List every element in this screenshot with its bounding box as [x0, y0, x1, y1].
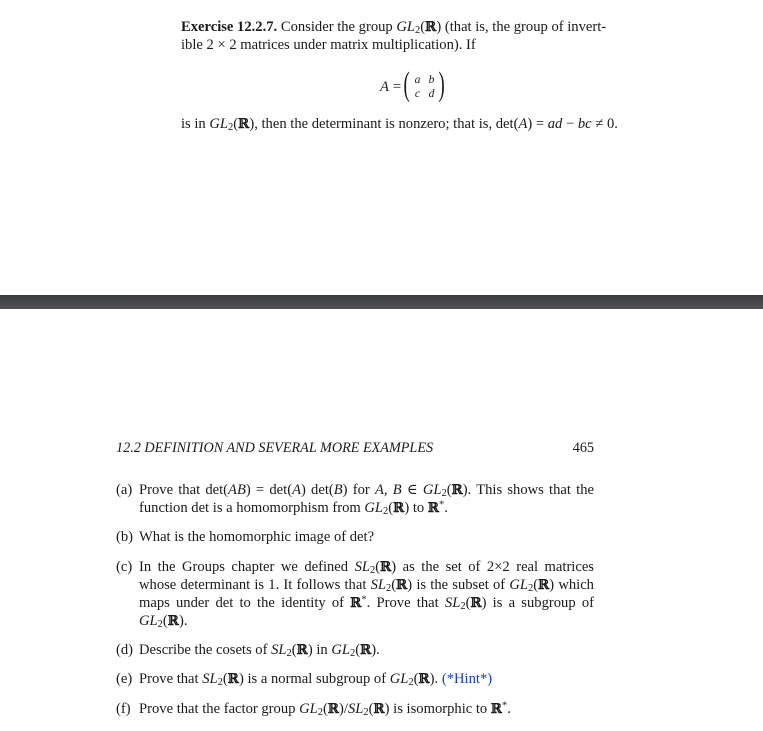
page-divider	[0, 295, 763, 309]
right-paren: )	[439, 66, 446, 103]
part-label: (e)	[116, 671, 133, 687]
part-label: (b)	[116, 529, 134, 545]
matrix-entry: b	[428, 74, 435, 86]
page-bottom-fragment	[0, 309, 763, 731]
page-top-fragment	[0, 0, 763, 295]
exercise-continuation: is in $GL_2(ℝ)$, then the determinant is nonzero; that is, det(A) = ad − bc ≠ 0.	[181, 116, 618, 134]
matrix-entry: a	[414, 74, 421, 86]
exercise-label: Exercise 12.2.7.	[181, 19, 278, 35]
part-label: (f)	[116, 701, 131, 717]
hint-link[interactable]: (*Hint*)	[441, 671, 493, 687]
exercise-part-c: (c) In the Groups chapter we defined $SL_2(ℝ)$ as the set of 2×2 real matrices whose determinant is 1. It follows that $SL_2(ℝ)$ is the subset of $GL_2(ℝ)$ which maps under det to the identity of ℝ*. Prove that $SL_2(ℝ)$ is a subgroup of $GL_2(ℝ)$.	[116, 559, 594, 631]
exercise-part-e: (e) Prove that $SL_2(ℝ)$ is a normal subgroup of $GL_2(ℝ)$. (*Hint*)	[116, 671, 493, 689]
exercise-part-f: (f) Prove that the factor group $GL_2(ℝ)/SL_2(ℝ)$ is isomorphic to ℝ*.	[116, 700, 511, 719]
matrix-grid	[410, 73, 438, 101]
matrix-equation: A = ( a b c d )	[380, 66, 446, 103]
matrix-entry: c	[414, 88, 421, 100]
part-label: (d)	[116, 642, 134, 658]
exercise-part-d: (d) Describe the cosets of $SL_2(ℝ)$ in $GL_2(ℝ)$.	[116, 642, 380, 660]
page-number: 465	[572, 440, 594, 456]
part-label: (c)	[116, 559, 133, 575]
running-head-title: 12.2 DEFINITION AND SEVERAL MORE EXAMPLES	[116, 440, 434, 456]
exercise-part-a: (a) Prove that det(AB) = det(A) det(B) for A, B ∈ $GL_2(ℝ)$. This shows that the function det is a homomorphism from $GL_2(ℝ)$ to ℝ*.	[116, 482, 594, 518]
matrix-entry: d	[428, 88, 435, 100]
running-head	[116, 439, 594, 457]
exercise-part-b: (b) What is the homomorphic image of det?	[116, 529, 375, 545]
part-label: (a)	[116, 482, 133, 498]
exercise-paragraph: Exercise 12.2.7. Consider the group $GL_2(ℝ)$ (that is, the group of invert- ible 2 × 2 matrices under matrix multiplication). If	[181, 19, 607, 53]
left-paren: (	[403, 66, 410, 103]
